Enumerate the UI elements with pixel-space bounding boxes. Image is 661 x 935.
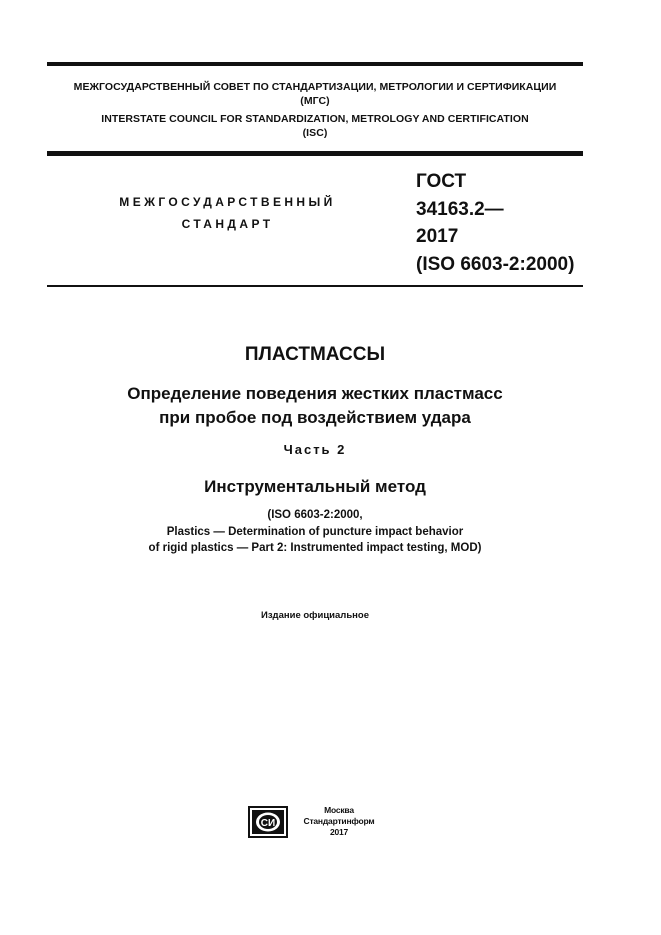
middle-rule bbox=[47, 151, 583, 156]
council-ru-line-2: (МГС) bbox=[300, 95, 330, 107]
council-name-russian bbox=[47, 80, 583, 108]
council-name-english bbox=[47, 112, 583, 140]
council-en-line-2: (ISC) bbox=[302, 127, 328, 139]
iso-reference-line-2: Plastics — Determination of puncture impact behavior bbox=[166, 525, 464, 538]
council-en-line-1: INTERSTATE COUNCIL FOR STANDARDIZATION, METROLOGY AND CERTIFICATION bbox=[101, 113, 529, 125]
publisher-city: Москва bbox=[324, 805, 354, 815]
standartinform-logo-icon bbox=[248, 806, 288, 838]
subtitle-line-1: Определение поведения жестких пластмасс bbox=[127, 384, 503, 403]
standard-kind-line-2: СТАНДАРТ bbox=[181, 217, 274, 231]
standard-kind bbox=[100, 191, 355, 235]
iso-reference-line-3: of rigid plastics — Part 2: Instrumented impact testing, MOD) bbox=[148, 542, 482, 554]
designation-line-1: ГОСТ bbox=[416, 171, 467, 192]
iso-reference-line-1: (ISO 6603-2:2000, bbox=[267, 509, 363, 521]
publisher-name: Стандартинформ bbox=[303, 816, 375, 826]
part-label: Часть 2 bbox=[283, 442, 347, 457]
standard-kind-line-1: МЕЖГОСУДАРСТВЕННЫЙ bbox=[119, 195, 336, 209]
designation-line-3: 2017 bbox=[416, 226, 459, 247]
publisher-imprint bbox=[294, 805, 384, 838]
subtitle-line-2: при пробое под воздействием удара bbox=[159, 408, 471, 427]
publisher-year: 2017 bbox=[329, 827, 349, 837]
edition-note: Издание официальное bbox=[261, 610, 369, 621]
top-rule bbox=[47, 62, 583, 66]
document-title: ПЛАСТМАССЫ bbox=[244, 344, 386, 365]
bottom-rule bbox=[47, 285, 583, 287]
iso-reference bbox=[47, 507, 583, 557]
designation-line-4: (ISO 6603-2:2000) bbox=[416, 253, 575, 275]
publisher-block bbox=[248, 801, 388, 851]
standard-designation bbox=[416, 168, 596, 278]
logo-letters: СИ bbox=[260, 818, 276, 829]
designation-line-2: 34163.2— bbox=[416, 198, 504, 220]
document-subtitle bbox=[47, 382, 583, 430]
part-title: Инструментальный метод bbox=[204, 477, 426, 496]
council-ru-line-1: МЕЖГОСУДАРСТВЕННЫЙ СОВЕТ ПО СТАНДАРТИЗАЦИИ, МЕТРОЛОГИИ И СЕРТИФИКАЦИИ bbox=[73, 81, 557, 93]
